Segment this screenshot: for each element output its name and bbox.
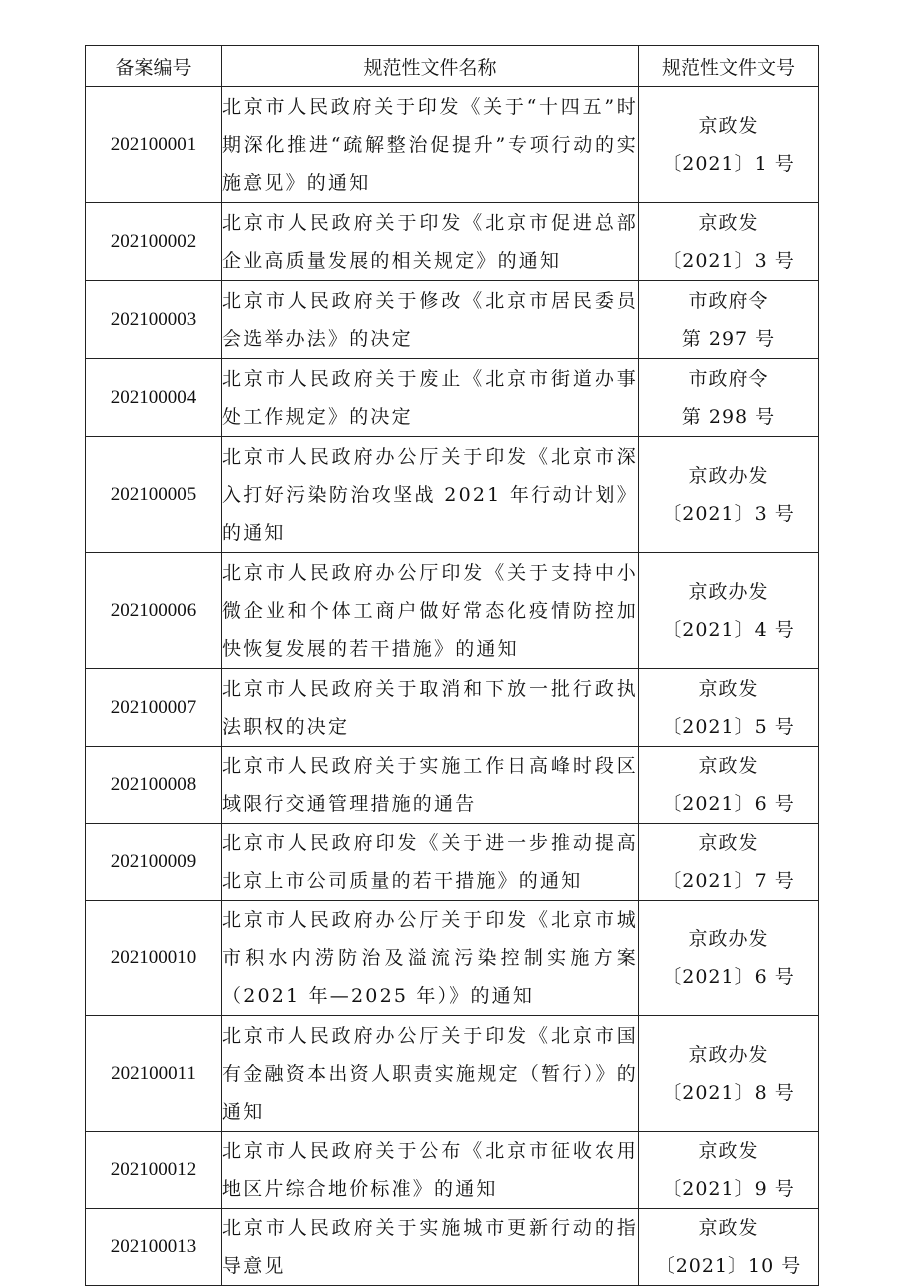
- filing-number: 202100007: [86, 669, 222, 747]
- document-number-line1: 京政办发: [688, 464, 769, 487]
- document-number-line2: 〔2021〕5 号: [662, 715, 795, 738]
- document-title: 北京市人民政府办公厅关于印发《北京市城市积水内涝防治及溢流污染控制实施方案（2021 年—2025 年）》的通知: [222, 901, 639, 1016]
- filing-table: [85, 45, 819, 1286]
- filing-number: 202100008: [86, 747, 222, 824]
- document-number-line1: 京政发: [698, 677, 759, 700]
- table-row: [86, 669, 819, 747]
- document-number-line2: 〔2021〕7 号: [662, 870, 795, 892]
- document-number-line2: 〔2021〕3 号: [662, 502, 795, 525]
- header-filing-number: 备案编号: [86, 46, 222, 87]
- document-title: 北京市人民政府印发《关于进一步推动提高北京上市公司质量的若干措施》的通知: [222, 824, 639, 901]
- table-row: [86, 824, 819, 901]
- table-row: [86, 1132, 819, 1209]
- header-document-number: 规范性文件文号: [639, 46, 819, 87]
- document-number: [639, 281, 819, 359]
- filing-number: 202100003: [86, 281, 222, 359]
- header-document-name: 规范性文件名称: [222, 46, 639, 87]
- document-title: 北京市人民政府关于取消和下放一批行政执法职权的决定: [222, 669, 639, 747]
- filing-number: 202100009: [86, 824, 222, 901]
- document-number-line1: 京政发: [698, 1217, 759, 1239]
- document-number: [639, 553, 819, 669]
- document-number: [639, 669, 819, 747]
- document-number: [639, 1209, 819, 1286]
- document-number-line1: 京政发: [698, 211, 759, 234]
- table-row: [86, 747, 819, 824]
- document-number-line1: 京政发: [698, 1140, 759, 1162]
- document-number: [639, 901, 819, 1016]
- table-row: [86, 203, 819, 281]
- table-row: [86, 553, 819, 669]
- table-row: [86, 281, 819, 359]
- document-number-line2: 〔2021〕6 号: [662, 793, 795, 815]
- document-number: [639, 1132, 819, 1209]
- document-title: 北京市人民政府办公厅关于印发《北京市深入打好污染防治攻坚战 2021 年行动计划》的通知: [222, 437, 639, 553]
- document-number-line1: 市政府令: [688, 367, 769, 390]
- document-number: [639, 359, 819, 437]
- document-number-line2: 〔2021〕3 号: [662, 249, 795, 272]
- document-number: [639, 437, 819, 553]
- document-number-line2: 〔2021〕4 号: [662, 618, 795, 641]
- table-row: [86, 359, 819, 437]
- document-title: 北京市人民政府关于修改《北京市居民委员会选举办法》的决定: [222, 281, 639, 359]
- document-title: 北京市人民政府办公厅印发《关于支持中小微企业和个体工商户做好常态化疫情防控加快恢复发展的若干措施》的通知: [222, 553, 639, 669]
- filing-number: 202100012: [86, 1132, 222, 1209]
- document-number-line1: 京政办发: [688, 1043, 769, 1066]
- document-title: 北京市人民政府关于实施工作日高峰时段区域限行交通管理措施的通告: [222, 747, 639, 824]
- document-number: [639, 747, 819, 824]
- filing-number: 202100002: [86, 203, 222, 281]
- filing-number: 202100004: [86, 359, 222, 437]
- table-row: [86, 1016, 819, 1132]
- document-number-line2: 第 297 号: [681, 327, 776, 350]
- document-title: 北京市人民政府关于实施城市更新行动的指导意见: [222, 1209, 639, 1286]
- document-title: 北京市人民政府关于印发《关于“十四五”时期深化推进“疏解整治促提升”专项行动的实施意见》的通知: [222, 87, 639, 203]
- document-number: [639, 87, 819, 203]
- filing-number: 202100011: [86, 1016, 222, 1132]
- table-row: [86, 1209, 819, 1286]
- document-number-line2: 〔2021〕9 号: [662, 1178, 795, 1200]
- document-number: [639, 1016, 819, 1132]
- filing-number: 202100013: [86, 1209, 222, 1286]
- document-number: [639, 824, 819, 901]
- filing-number: 202100010: [86, 901, 222, 1016]
- table-header-row: [86, 46, 819, 87]
- document-number-line1: 市政府令: [688, 289, 769, 312]
- document-title: 北京市人民政府关于印发《北京市促进总部企业高质量发展的相关规定》的通知: [222, 203, 639, 281]
- document-title: 北京市人民政府关于废止《北京市街道办事处工作规定》的决定: [222, 359, 639, 437]
- document-title: 北京市人民政府办公厅关于印发《北京市国有金融资本出资人职责实施规定（暂行）》的通知: [222, 1016, 639, 1132]
- document-number-line2: 〔2021〕10 号: [655, 1255, 802, 1277]
- table-row: [86, 901, 819, 1016]
- document-number-line2: 〔2021〕8 号: [662, 1081, 795, 1104]
- table-row: [86, 437, 819, 553]
- document-number-line1: 京政办发: [688, 580, 769, 603]
- document-number-line2: 〔2021〕1 号: [662, 152, 795, 175]
- document-number-line1: 京政发: [698, 755, 759, 777]
- filing-number: 202100005: [86, 437, 222, 553]
- document-number-line1: 京政发: [698, 114, 759, 137]
- document-number-line2: 〔2021〕6 号: [662, 966, 795, 988]
- filing-number: 202100006: [86, 553, 222, 669]
- document-number: [639, 203, 819, 281]
- filing-number: 202100001: [86, 87, 222, 203]
- document-number-line1: 京政办发: [688, 928, 769, 950]
- table-row: [86, 87, 819, 203]
- document-number-line1: 京政发: [698, 832, 759, 854]
- document-number-line2: 第 298 号: [681, 405, 776, 428]
- document-title: 北京市人民政府关于公布《北京市征收农用地区片综合地价标准》的通知: [222, 1132, 639, 1209]
